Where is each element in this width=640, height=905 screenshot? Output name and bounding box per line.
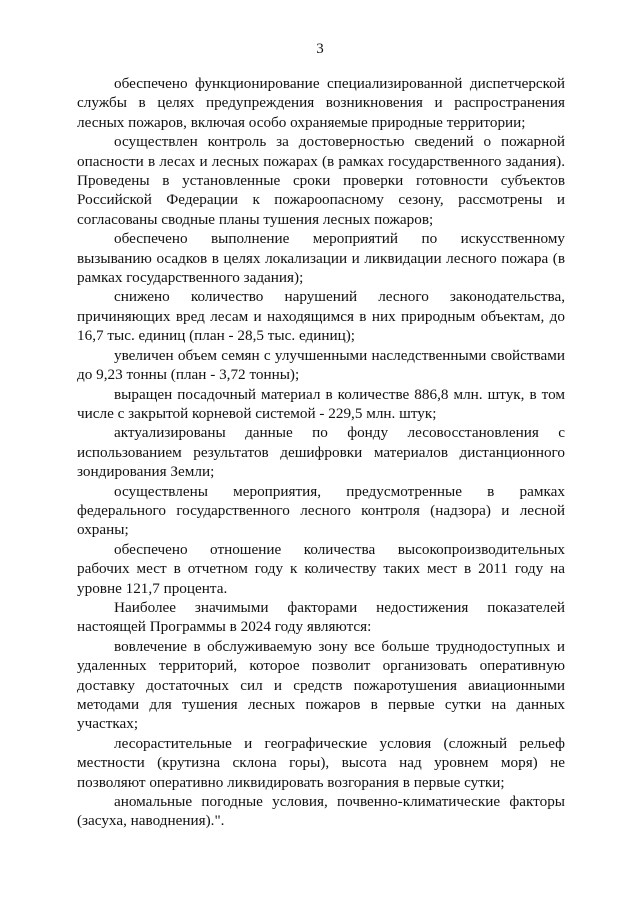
paragraph-forest-control: осуществлены мероприятия, предусмотренные в рамках федерального государственного лесного контроля (надзора) и лесной охраны; — [77, 482, 565, 539]
page-number: 3 — [316, 41, 324, 57]
paragraph-remote-territories: вовлечение в обслуживаемую зону все больше труднодоступных и удаленных территорий, которое позволит организовать оперативную доставку достаточных сил и средств пожаротушения авиационными методами для тушения лесных пожаров в первые сутки на данных участках; — [77, 637, 565, 733]
paragraph-reforestation-fund: актуализированы данные по фонду лесовосстановления с использованием результатов дешифровки материалов дистанционного зондирования Земли; — [77, 424, 565, 481]
paragraph-weather-conditions: аномальные погодные условия, почвенно-климатические факторы (засуха, наводнения).". — [77, 793, 565, 830]
paragraph-planting-material: выращен посадочный материал в количестве 886,8 млн. штук, в том числе с закрытой корневой системой - 229,5 млн. штук; — [77, 385, 565, 422]
paragraph-factors-intro: Наиболее значимыми факторами недостижения показателей настоящей Программы в 2024 году являются: — [77, 598, 565, 636]
paragraph-violations-reduced: снижено количество нарушений лесного законодательства, причиняющих вред лесам и находящимся в них природным объектам, до 16,7 тыс. единиц (план - 28,5 тыс. единиц); — [77, 288, 565, 345]
paragraph-artificial-precipitation: обеспечено выполнение мероприятий по искусственному вызыванию осадков в целях локализации и ликвидации лесного пожара (в рамках государственного задания); — [77, 230, 565, 287]
paragraph-dispatch-service: обеспечено функционирование специализированной диспетчерской службы в целях предупреждения возникновения и распространения лесных пожаров, включая особо охраняемые природные территории; — [77, 75, 565, 131]
paragraph-terrain-conditions: лесорастительные и географические условия (сложный рельеф местности (крутизна склона горы), высота над уровнем моря) не позволяют оперативно ликвидировать возгорания в первые сутки; — [77, 734, 565, 791]
paragraph-productive-jobs: обеспечено отношение количества высокопроизводительных рабочих мест в отчетном году к количеству таких мест в 2011 году на уровне 121,7 процента. — [77, 540, 565, 597]
document-body — [77, 74, 565, 831]
paragraph-fire-danger-control: осуществлен контроль за достоверностью сведений о пожарной опасности в лесах и лесных пожарах (в рамках государственного задания). Проведены в установленные сроки проверки готовности субъектов Российской Федерации к пожароопасному сезону, рассмотрены и согласованы сводные планы тушения лесных пожаров; — [77, 133, 565, 228]
paragraph-seed-volume: увеличен объем семян с улучшенными наследственными свойствами до 9,23 тонны (план - 3,72 тонны); — [77, 346, 565, 384]
